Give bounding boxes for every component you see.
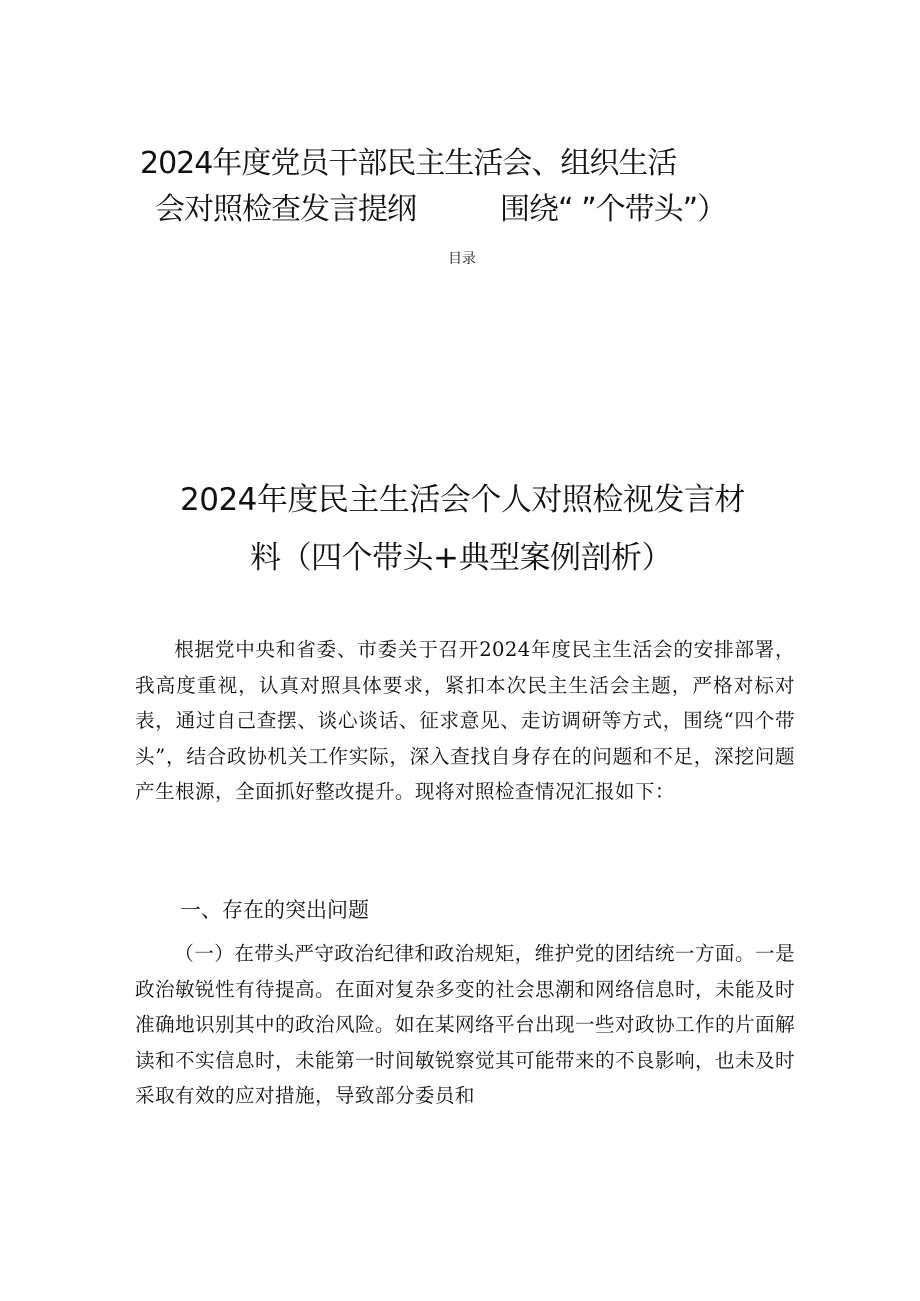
doc-title-line-1: 2024年度党员干部民主生活会、组织生活 xyxy=(140,146,677,181)
toc-label: 目录 xyxy=(448,251,476,267)
doc-title-line-2-right: 围绕“ ”个带头”） xyxy=(500,192,727,227)
article-title-line-1: 2024年度民主生活会个人对照检视发言材 xyxy=(180,482,745,518)
section-heading: 一、存在的突出问题 xyxy=(180,898,369,922)
intro-paragraph: 根据党中央和省委、市委关于召开2024年度民主生活会的安排部署，我高度重视，认真对照具体要求，紧扣本次民主生活会主题，严格对标对表，通过自己查摆、谈心谈话、征求意见、走访调研等方式，围绕“四个带头”，结合政协机关工作实际，深入查找自身存在的问题和不足，深挖问题产生根源，全面抓好整改提升。现将对照检查情况汇报如下： xyxy=(135,638,795,803)
doc-title-line-2-left: 会对照检查发言提纲 xyxy=(155,192,416,227)
article-title-line-2: 料（四个带头+典型案例剖析） xyxy=(250,540,672,576)
section-paragraph: （一）在带头严守政治纪律和政治规矩，维护党的团结统一方面。一是政治敏锐性有待提高。在面对复杂多变的社会思潮和网络信息时，未能及时准确地识别其中的政治风险。如在某网络平台出现一些对政协工作的片面解读和不实信息时，未能第一时间敏锐察觉其可能带来的不良影响，也未及时采取有效的应对措施，导致部分委员和 xyxy=(135,942,795,1107)
